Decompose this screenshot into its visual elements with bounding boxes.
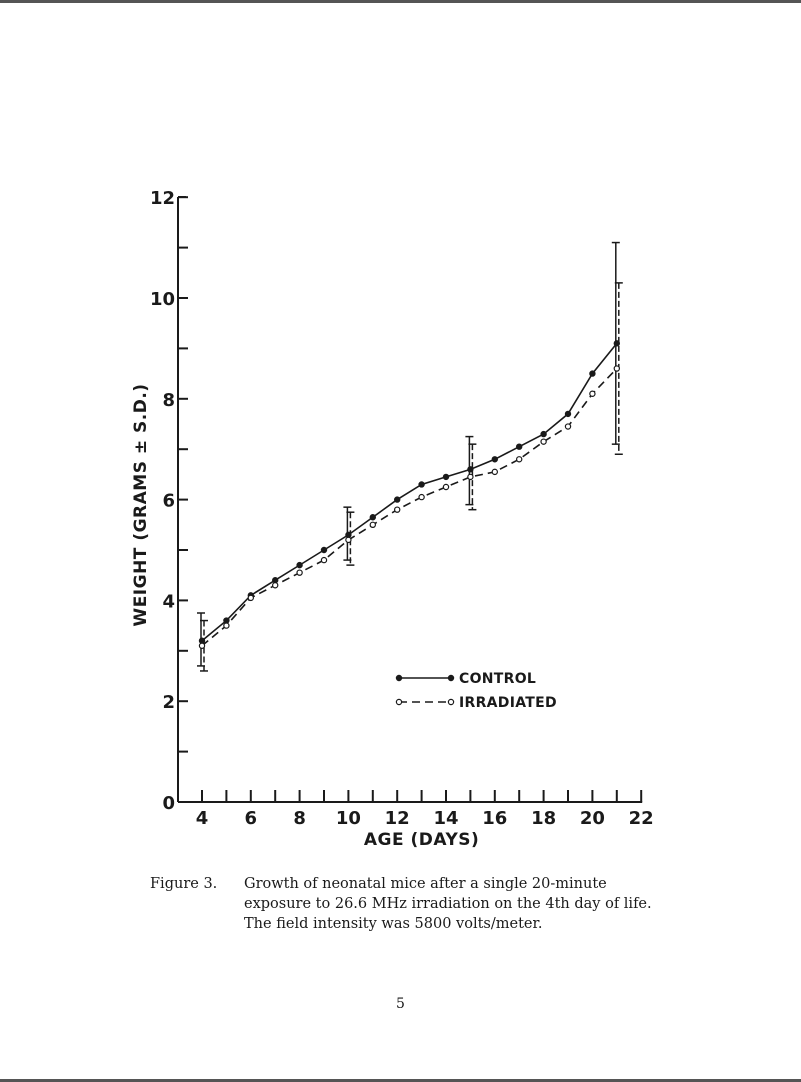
x-tick-label: 20	[579, 808, 605, 829]
data-point-control	[346, 532, 351, 537]
data-point-irradiated	[297, 570, 302, 575]
data-point-irradiated	[443, 484, 448, 489]
data-points	[199, 341, 619, 649]
y-tick-label: 8	[162, 389, 175, 411]
data-point-control	[614, 341, 619, 346]
data-point-irradiated	[565, 424, 570, 429]
figure-caption	[150, 874, 710, 934]
legend-marker	[448, 675, 453, 680]
chart-ticks	[150, 188, 654, 829]
chart-axes	[178, 197, 642, 802]
data-point-control	[297, 563, 302, 568]
x-tick-label: 8	[293, 808, 306, 829]
data-point-irradiated	[370, 522, 375, 527]
y-tick-label: 10	[149, 289, 175, 310]
y-tick-label: 6	[162, 490, 175, 512]
data-point-irradiated	[419, 494, 424, 499]
data-point-irradiated	[395, 507, 400, 512]
data-point-control	[468, 467, 473, 472]
legend-marker	[396, 675, 401, 680]
legend-label-control: CONTROL	[459, 671, 537, 687]
data-point-control	[395, 497, 400, 502]
y-axis-title: WEIGHT (GRAMS ± S.D.)	[131, 383, 151, 627]
y-tick-label: 2	[162, 692, 175, 714]
x-tick-label: 6	[244, 808, 258, 829]
x-tick-label: 18	[531, 808, 557, 829]
data-point-control	[492, 457, 497, 462]
x-tick-label: 12	[384, 808, 410, 829]
legend-label-irradiated: IRRADIATED	[459, 695, 557, 711]
legend-marker	[448, 699, 453, 704]
data-point-irradiated	[590, 391, 595, 396]
x-tick-label: 14	[433, 808, 459, 829]
y-tick-label: 12	[149, 188, 175, 210]
data-point-control	[419, 482, 424, 487]
data-point-control	[273, 578, 278, 583]
data-point-irradiated	[541, 439, 546, 444]
data-point-irradiated	[321, 557, 326, 562]
data-point-control	[321, 547, 326, 552]
chart-legend	[396, 671, 557, 711]
error-bars	[197, 243, 623, 671]
data-point-irradiated	[248, 595, 253, 600]
x-tick-label: 22	[628, 808, 654, 829]
data-point-control	[199, 638, 204, 643]
data-point-irradiated	[273, 583, 278, 588]
data-point-control	[224, 618, 229, 623]
y-tick-label: 4	[162, 591, 175, 613]
data-point-irradiated	[199, 643, 204, 648]
data-point-control	[541, 431, 546, 436]
data-point-control	[517, 444, 522, 449]
data-point-control	[590, 371, 595, 376]
data-point-irradiated	[468, 474, 473, 479]
data-point-irradiated	[492, 469, 497, 474]
data-point-irradiated	[614, 366, 619, 371]
data-point-irradiated	[346, 537, 351, 542]
x-axis-title: AGE (DAYS)	[363, 830, 480, 850]
series-line-irradiated	[202, 369, 617, 646]
page-number: 5	[396, 996, 405, 1012]
data-point-control	[565, 411, 570, 416]
x-tick-label: 4	[195, 808, 209, 829]
x-tick-label: 16	[482, 808, 508, 829]
data-point-irradiated	[517, 457, 522, 462]
x-tick-label: 10	[335, 808, 361, 829]
legend-marker	[396, 699, 401, 704]
data-point-control	[370, 515, 375, 520]
figure-caption-text: Growth of neonatal mice after a single 20-minute exposure to 26.6 MHz irradiation on the 4th day of life. The field intensity was 5800 volts/meter.	[244, 876, 652, 932]
series-line-control	[202, 343, 617, 640]
series-lines	[202, 343, 617, 645]
data-point-irradiated	[224, 623, 229, 628]
figure-label: Figure 3.	[150, 876, 218, 892]
y-tick-label: 0	[162, 793, 175, 814]
data-point-control	[443, 474, 448, 479]
